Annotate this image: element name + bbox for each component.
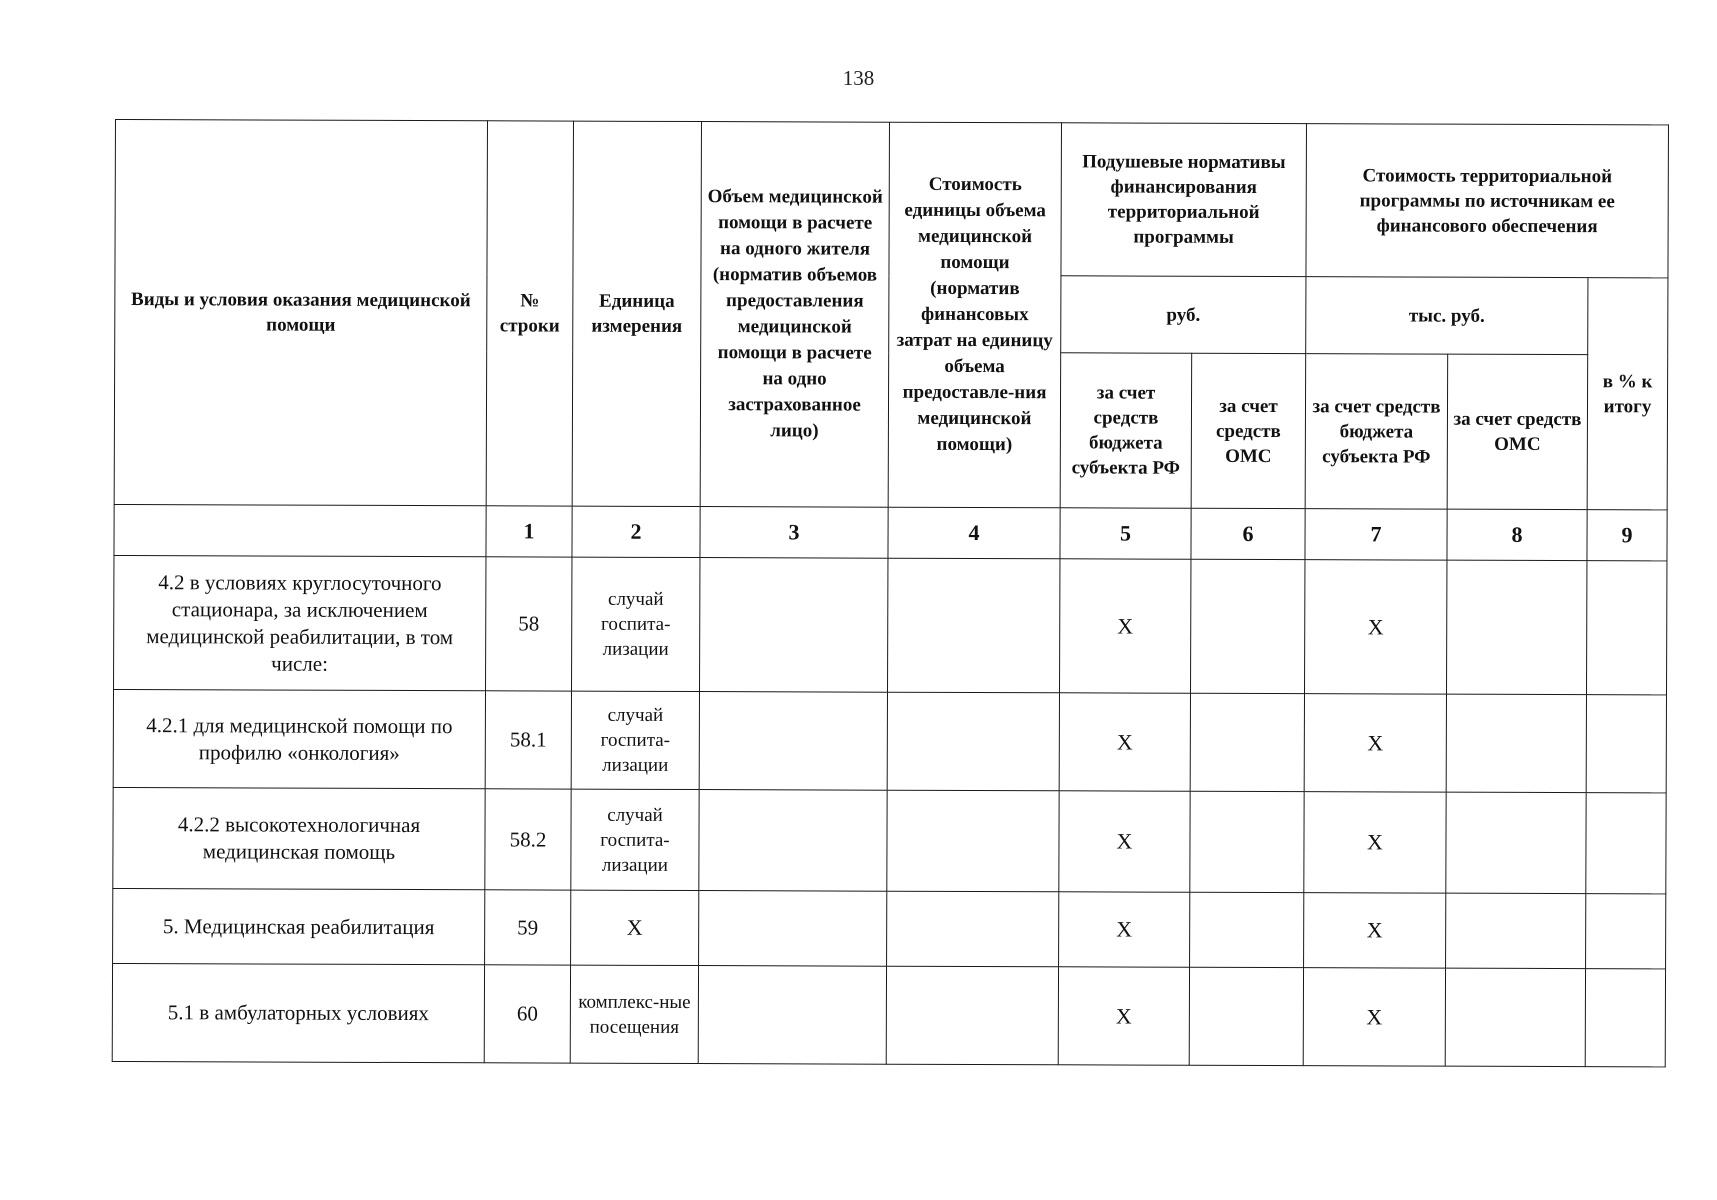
row-cost [888, 558, 1060, 693]
row-program-budget: X [1304, 694, 1446, 792]
column-number: 3 [700, 507, 888, 559]
row-percent [1586, 793, 1666, 894]
row-line-number: 58 [486, 557, 572, 691]
row-name: 4.2.2 высокотехнологичная медицинская помощь [113, 787, 485, 889]
row-program-oms [1446, 792, 1586, 893]
row-name: 5. Медицинская реабилитация [113, 888, 485, 964]
row-cost [886, 966, 1058, 1065]
row-per-capita-budget: X [1058, 967, 1189, 1065]
row-per-capita-oms [1190, 892, 1304, 967]
column-number: 8 [1447, 509, 1587, 560]
column-number: 2 [572, 506, 700, 557]
header-volume: Объем медицинской помощи в расчете на одного жителя (норматив объемов предоставления медицинской помощи в расчете на одно застрахованное лицо) [700, 122, 889, 508]
header-budget-rf-2: за счет средств бюджета субъекта РФ [1305, 354, 1448, 509]
row-program-oms [1445, 968, 1585, 1066]
row-unit: случай госпита-лизации [571, 691, 699, 789]
column-number: 6 [1191, 508, 1305, 559]
header-oms-2: за счет средств ОМС [1447, 354, 1588, 509]
row-percent [1586, 561, 1666, 695]
row-program-budget: X [1304, 792, 1446, 893]
row-name: 5.1 в амбулаторных условиях [112, 963, 484, 1062]
row-volume [700, 558, 888, 693]
column-number-blank [114, 504, 486, 556]
column-number: 1 [486, 506, 572, 557]
row-name: 4.2 в условиях круглосуточного стационара, за исключением медицинской реабилитации, в том числе: [114, 555, 486, 690]
row-per-capita-budget: X [1059, 791, 1190, 892]
table-row [113, 689, 1666, 792]
header-line-no: № строки [486, 121, 573, 506]
row-volume [698, 966, 886, 1065]
row-percent [1585, 969, 1665, 1067]
row-program-oms [1447, 560, 1587, 694]
header-cost: Стоимость единицы объема медицинской помощи (норматив финансовых затрат на единицу объема предоставле-ния медицинской помощи) [888, 122, 1061, 508]
row-unit: X [571, 890, 699, 965]
header-row-1 [115, 120, 1669, 278]
row-unit: комплекс-ные посещения [570, 965, 698, 1063]
row-unit: случай госпита-лизации [571, 789, 699, 890]
row-program-oms [1446, 694, 1586, 792]
header-program-cost: Стоимость территориальной программы по источникам ее финансового обеспечения [1306, 124, 1669, 278]
row-program-budget: X [1303, 968, 1445, 1066]
row-volume [699, 790, 887, 892]
row-per-capita-budget: X [1059, 693, 1190, 791]
row-unit: случай госпита-лизации [572, 557, 700, 691]
column-number: 9 [1587, 510, 1667, 561]
header-per-capita: Подушевые нормативы финансирования территориальной программы [1061, 123, 1307, 277]
row-cost [887, 891, 1059, 967]
column-number: 5 [1060, 508, 1191, 559]
row-line-number: 60 [484, 965, 570, 1063]
table-row [114, 555, 1667, 694]
row-percent [1586, 894, 1666, 969]
row-program-budget: X [1304, 893, 1446, 968]
header-kind: Виды и условия оказания медицинской помощи [114, 120, 487, 506]
row-per-capita-budget: X [1060, 559, 1191, 693]
financing-table [112, 119, 1669, 1067]
table-sheet [112, 119, 1669, 1067]
row-line-number: 58.2 [485, 789, 571, 890]
row-per-capita-oms [1189, 967, 1303, 1065]
row-per-capita-budget: X [1059, 892, 1190, 967]
page-number: 138 [842, 66, 875, 90]
column-number-row [114, 504, 1667, 560]
header-budget-rf: за счет средств бюджета субъекта РФ [1060, 353, 1192, 508]
row-volume [699, 692, 887, 791]
row-volume [699, 891, 887, 967]
row-cost [887, 790, 1059, 892]
column-number: 4 [888, 507, 1060, 559]
row-line-number: 59 [485, 890, 571, 965]
header-unit: Единица измерения [572, 121, 701, 506]
row-percent [1586, 695, 1666, 793]
row-name: 4.2.1 для медицинской помощи по профилю «онкология» [113, 689, 485, 788]
row-cost [887, 692, 1059, 791]
header-rub: руб. [1061, 276, 1306, 354]
row-program-oms [1446, 893, 1586, 968]
table-row [112, 963, 1665, 1066]
row-per-capita-oms [1191, 559, 1305, 693]
column-number: 7 [1305, 509, 1447, 560]
row-line-number: 58.1 [485, 691, 571, 789]
row-program-budget: X [1305, 560, 1447, 694]
table-row [113, 888, 1666, 968]
header-oms: за счет средств ОМС [1191, 353, 1306, 508]
row-per-capita-oms [1190, 791, 1304, 892]
header-thous-rub: тыс. руб. [1306, 277, 1588, 355]
row-per-capita-oms [1190, 693, 1304, 791]
table-row [113, 787, 1666, 893]
header-percent: в % к итогу [1587, 278, 1668, 510]
